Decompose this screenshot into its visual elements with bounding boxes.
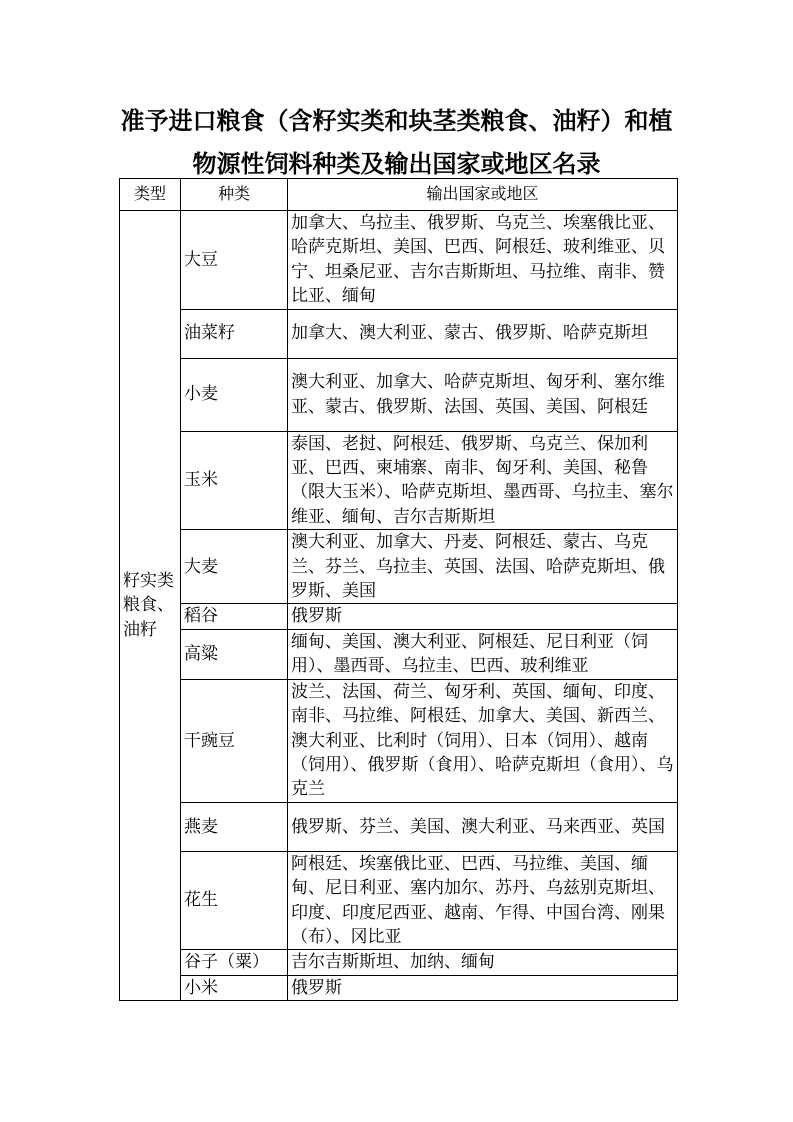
countries-cell: 加拿大、澳大利亚、蒙古、俄罗斯、哈萨克斯坦 [288, 309, 678, 358]
table-row [120, 211, 678, 310]
countries-cell: 澳大利亚、加拿大、哈萨克斯坦、匈牙利、塞尔维亚、蒙古、俄罗斯、法国、英国、美国、阿根廷 [288, 358, 678, 431]
table-row [120, 309, 678, 358]
countries-cell: 俄罗斯、芬兰、美国、澳大利亚、马来西亚、英国 [288, 802, 678, 851]
countries-cell: 缅甸、美国、澳大利亚、阿根廷、尼日利亚（饲用）、墨西哥、乌拉圭、巴西、玻利维亚 [288, 629, 678, 679]
countries-cell: 澳大利亚、加拿大、丹麦、阿根廷、蒙古、乌克兰、芬兰、乌拉圭、英国、法国、哈萨克斯坦、俄罗斯、美国 [288, 530, 678, 604]
crop-cell: 小麦 [181, 358, 288, 431]
table-row [120, 975, 678, 1000]
category-cell: 籽实类粮食、油籽 [120, 211, 181, 1001]
title-line-1: 准予进口粮食（含籽实类和块茎类粮食、油籽）和植 [120, 107, 673, 135]
table-row [120, 629, 678, 679]
crop-cell: 小米 [181, 975, 288, 1000]
crop-cell: 稻谷 [181, 604, 288, 629]
import-list-table [119, 178, 678, 1001]
table-row [120, 358, 678, 431]
crop-cell: 玉米 [181, 431, 288, 530]
header-type: 类型 [120, 179, 181, 211]
title-line-2: 物源性饲料种类及输出国家或地区名录 [192, 150, 601, 178]
table-row [120, 802, 678, 851]
countries-cell: 俄罗斯 [288, 604, 678, 629]
countries-cell: 泰国、老挝、阿根廷、俄罗斯、乌克兰、保加利亚、巴西、柬埔寨、南非、匈牙利、美国、秘鲁（限大玉米）、哈萨克斯坦、墨西哥、乌拉圭、塞尔维亚、缅甸、吉尔吉斯斯坦 [288, 431, 678, 530]
countries-cell: 俄罗斯 [288, 975, 678, 1000]
crop-cell: 高粱 [181, 629, 288, 679]
table-header-row [120, 179, 678, 211]
header-crop: 种类 [181, 179, 288, 211]
header-countries: 输出国家或地区 [288, 179, 678, 211]
crop-cell: 油菜籽 [181, 309, 288, 358]
countries-cell: 吉尔吉斯斯坦、加纳、缅甸 [288, 950, 678, 975]
table-row [120, 604, 678, 629]
crop-cell: 燕麦 [181, 802, 288, 851]
table-row [120, 530, 678, 604]
crop-cell: 大豆 [181, 211, 288, 310]
document-title [100, 100, 693, 186]
table-row [120, 851, 678, 950]
table-row [120, 950, 678, 975]
countries-cell: 阿根廷、埃塞俄比亚、巴西、马拉维、美国、缅甸、尼日利亚、塞内加尔、苏丹、乌兹别克斯坦、印度、印度尼西亚、越南、乍得、中国台湾、刚果（布）、冈比亚 [288, 851, 678, 950]
crop-cell: 花生 [181, 851, 288, 950]
countries-cell: 波兰、法国、荷兰、匈牙利、英国、缅甸、印度、南非、马拉维、阿根廷、加拿大、美国、新西兰、澳大利亚、比利时（饲用）、日本（饲用）、越南（饲用）、俄罗斯（食用）、哈萨克斯坦（食用）、乌克兰 [288, 679, 678, 802]
crop-cell: 干豌豆 [181, 679, 288, 802]
crop-cell: 大麦 [181, 530, 288, 604]
table-row [120, 679, 678, 802]
countries-cell: 加拿大、乌拉圭、俄罗斯、乌克兰、埃塞俄比亚、哈萨克斯坦、美国、巴西、阿根廷、玻利维亚、贝宁、坦桑尼亚、吉尔吉斯斯坦、马拉维、南非、赞比亚、缅甸 [288, 211, 678, 310]
crop-cell: 谷子（粟） [181, 950, 288, 975]
table-row [120, 431, 678, 530]
